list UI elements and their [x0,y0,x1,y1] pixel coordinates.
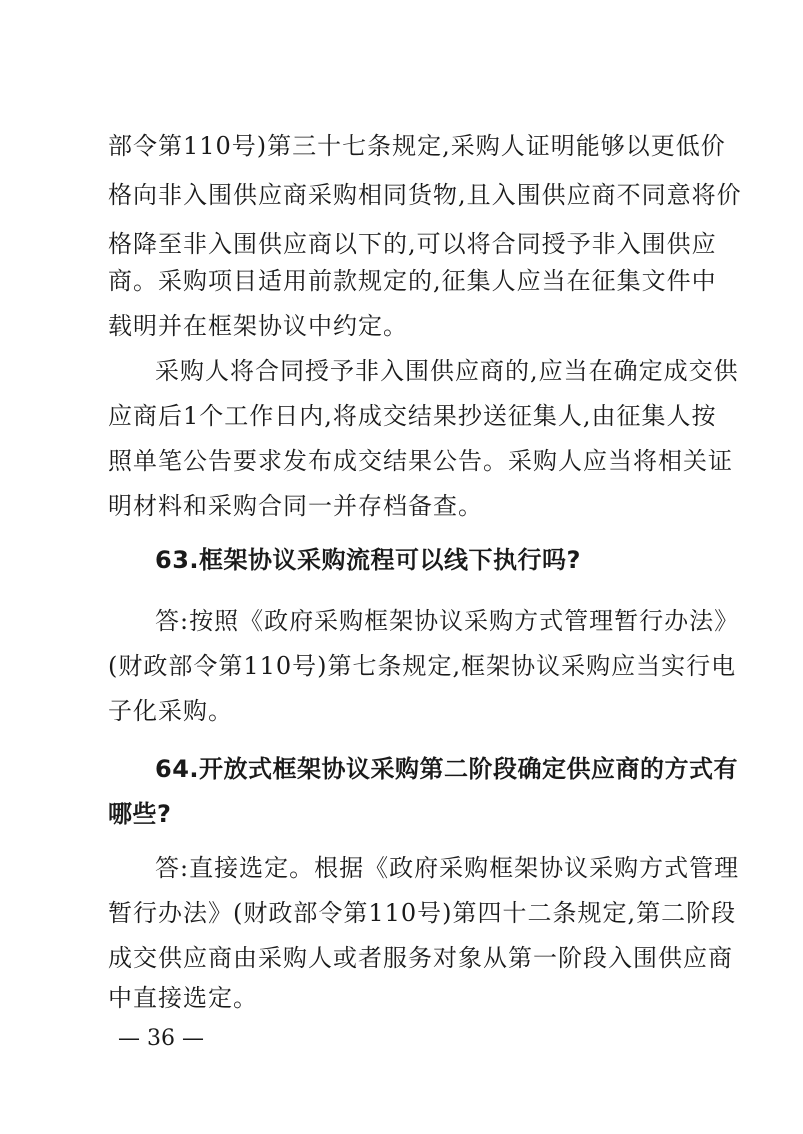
paragraph-line: 部令第110号)第三十七条规定,采购人证明能够以更低价 [108,132,726,160]
paragraph-line: 格向非入围供应商采购相同货物,且入围供应商不同意将价 [108,181,742,209]
paragraph-line: 照单笔公告要求发布成交结果公告。采购人应当将相关证 [108,447,733,475]
paragraph-line: 格降至非入围供应商以下的,可以将合同授予非入围供应 [108,230,717,258]
answer-line: 中直接选定。 [108,984,258,1012]
paragraph-line: 载明并在框架协议中约定。 [108,312,408,340]
answer-line: (财政部令第110号)第七条规定,框架协议采购应当实行电 [108,652,737,680]
page-number: — 36 — [118,1026,204,1051]
answer-line: 暂行办法》(财政部令第110号)第四十二条规定,第二阶段 [108,899,737,927]
answer-line: 子化采购。 [108,697,233,725]
answer-line: 答:按照《政府采购框架协议采购方式管理暂行办法》 [155,607,740,635]
answer-line: 答:直接选定。根据《政府采购框架协议采购方式管理 [155,854,740,882]
answer-line: 成交供应商由采购人或者服务对象从第一阶段入围供应商 [108,944,733,972]
question-heading: 64.开放式框架协议采购第二阶段确定供应商的方式有 [155,755,739,783]
paragraph-line: 采购人将合同授予非入围供应商的,应当在确定成交供 [155,357,739,385]
paragraph-line: 应商后1个工作日内,将成交结果抄送征集人,由征集人按 [108,402,717,430]
paragraph-line: 商。采购项目适用前款规定的,征集人应当在征集文件中 [108,267,717,295]
paragraph-line: 明材料和采购合同一并存档备查。 [108,492,483,520]
question-heading: 63.框架协议采购流程可以线下执行吗? [155,546,581,574]
question-heading: 哪些? [108,800,172,828]
